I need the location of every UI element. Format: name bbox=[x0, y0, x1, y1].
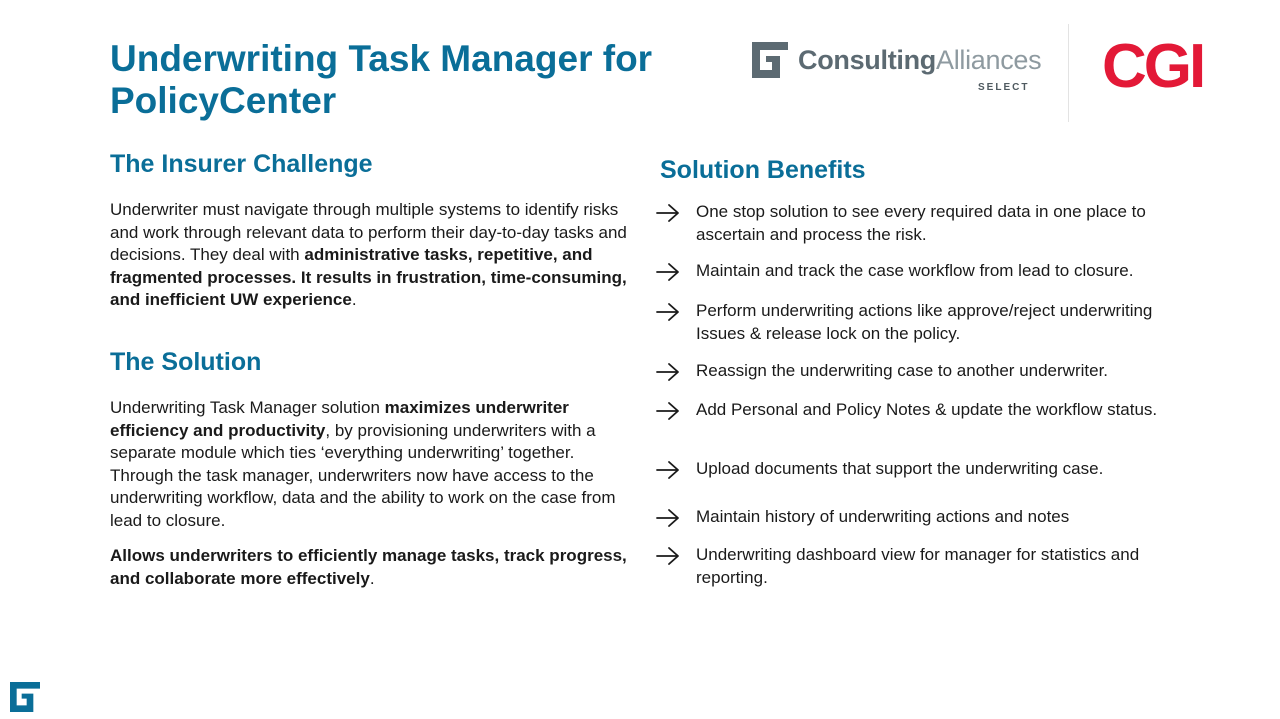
benefit-text: Maintain and track the case workflow from lead to closure. bbox=[696, 261, 1134, 280]
cgi-logo: CGI bbox=[1102, 32, 1204, 101]
benefit-text: Reassign the underwriting case to another underwriter. bbox=[696, 361, 1109, 380]
right-arrow-icon bbox=[655, 401, 681, 421]
benefit-text: Underwriting dashboard view for manager for statistics and reporting. bbox=[696, 545, 1140, 587]
right-arrow-icon bbox=[655, 302, 681, 322]
right-arrow-icon bbox=[655, 203, 681, 223]
footer-logo-mark-icon bbox=[10, 682, 40, 712]
challenge-text: Underwriter must navigate through multiple systems to identify risks and work through relevant data to perform their day-to-day tasks and decisions. They deal with administrative tasks, repetitive, and fragmented processes. It results in frustration, time-consuming, and inefficient UW experience. bbox=[110, 200, 627, 309]
solution-heading: The Solution bbox=[110, 348, 262, 376]
benefit-item bbox=[655, 399, 1215, 449]
right-arrow-icon bbox=[655, 460, 681, 480]
right-arrow-icon bbox=[655, 262, 681, 282]
benefit-item bbox=[655, 544, 1215, 594]
right-arrow-icon bbox=[655, 508, 681, 528]
consulting-alliances-wordmark: ConsultingAlliances bbox=[798, 45, 1042, 75]
benefit-text: Add Personal and Policy Notes & update the workflow status. bbox=[696, 400, 1158, 419]
benefit-item bbox=[655, 458, 1215, 508]
consulting-alliances-logo bbox=[752, 40, 1042, 100]
benefit-text: Upload documents that support the underwriting case. bbox=[696, 459, 1104, 478]
benefits-heading: Solution Benefits bbox=[660, 156, 866, 184]
page-title: Underwriting Task Manager for PolicyCenter bbox=[110, 38, 653, 121]
challenge-heading: The Insurer Challenge bbox=[110, 150, 373, 178]
benefit-item bbox=[655, 300, 1215, 350]
benefit-text: Maintain history of underwriting actions and notes bbox=[696, 507, 1070, 526]
benefit-text: Perform underwriting actions like approve/reject underwriting Issues & release lock on the policy. bbox=[696, 301, 1153, 343]
right-arrow-icon bbox=[655, 546, 681, 566]
solution-text: Underwriting Task Manager solution maximizes underwriter efficiency and productivity, by provisioning underwriters with a separate module which ties ‘everything underwriting’ together. Through the task manager, underwriters now have access to the underwriting workflow, data and the ability to work on the case from lead to closure. bbox=[110, 398, 616, 530]
logo-divider bbox=[1068, 24, 1069, 122]
consulting-alliances-subtitle: SELECT bbox=[978, 82, 1030, 93]
benefit-item bbox=[655, 201, 1215, 251]
consulting-alliances-mark-icon bbox=[752, 42, 788, 78]
right-arrow-icon bbox=[655, 362, 681, 382]
benefit-text: One stop solution to see every required data in one place to ascertain and process the risk. bbox=[696, 202, 1146, 244]
solution-summary: Allows underwriters to efficiently manage tasks, track progress, and collaborate more effectively. bbox=[110, 546, 627, 588]
